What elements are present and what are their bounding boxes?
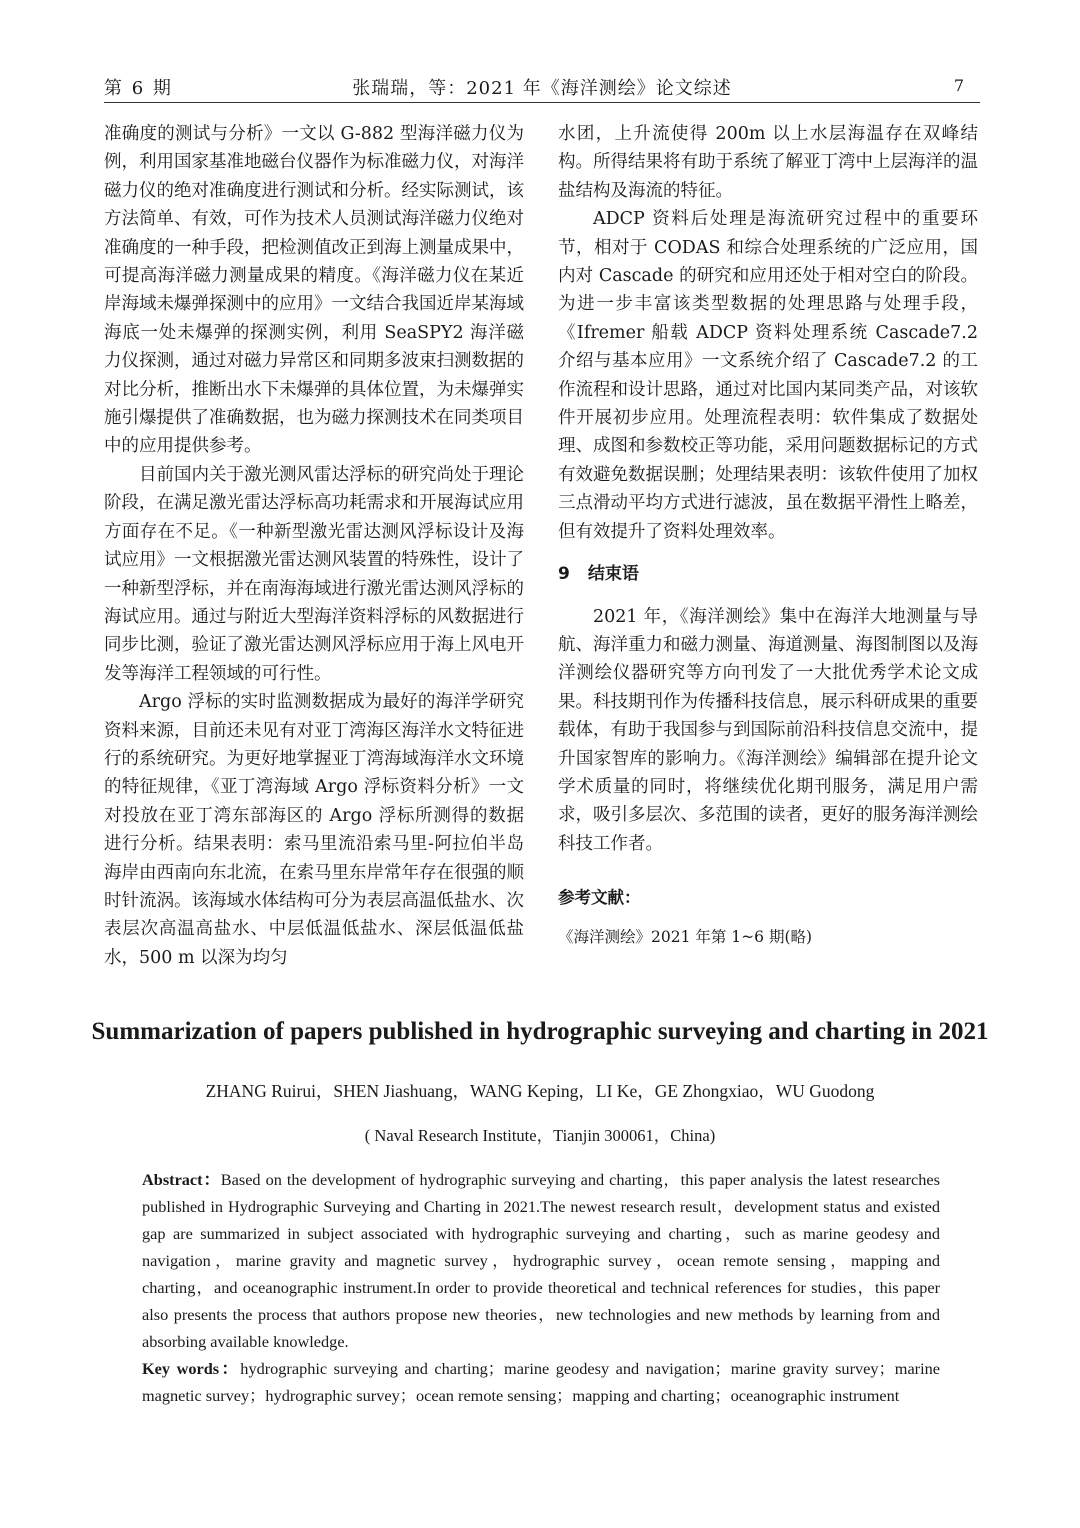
keywords-label: Key words： <box>142 1359 241 1378</box>
running-title: 张瑞瑞，等：2021 年《海洋测绘》论文综述 <box>352 78 732 99</box>
reference-item: 《海洋测绘》2021 年第 1~6 期(略) <box>558 927 813 946</box>
body-paragraph: 目前国内关于激光测风雷达浮标的研究尚处于理论阶段，在满足激光雷达浮标高功耗需求和开展海试应用方面存在不足。《一种新型激光雷达测风浮标设计及海试应用》一文根据激光雷达测风装置的特殊性，设计了一种新型浮标，并在南海海域进行激光雷达测风浮标的海试应用。通过与附近大型海洋资料浮标的风数据进行同步比测，验证了激光雷达测风浮标应用于海上风电开发等海洋工程领域的可行性。 <box>104 464 524 684</box>
left-column <box>104 120 524 972</box>
body-paragraph: Argo 浮标的实时监测数据成为最好的海洋学研究资料来源，目前还未见有对亚丁湾海区海洋水文特征进行的系统研究。为更好地掌握亚丁湾海域海洋水文环境的特征规律，《亚丁湾海域 Argo 浮标资料分析》一文对投放在亚丁湾东部海区的 Argo 浮标所测得的数据进行分析。结果表明：索马里流沿索马里-阿拉伯半岛海岸由西南向东北流，在索马里东岸常年存在很强的顺时针流涡。该海域水体结构可分为表层高温低盐水、次表层次高温高盐水、中层低温低盐水、深层低温低盐水，500 m 以深为均匀 <box>104 692 524 968</box>
keywords-paragraph <box>142 1355 940 1409</box>
abstract-text: Based on the development of hydrographic surveying and charting，this paper analysis the latest researches published in Hydrographic Surveying and Charting in 2021.The newest research result，development status and existed gap are summarized in subject associated with hydrographic surveying and charting，such as marine geodesy and navigation，marine gravity and magnetic survey，hydrographic survey，ocean remote sensing，mapping and charting，and oceanographic instrument.In order to provide theoretical and technical references for studies，this paper also presents the process that authors propose new theories，new technologies and new methods by learning from and absorbing available knowledge. <box>142 1170 940 1351</box>
english-affiliation: ( Naval Research Institute，Tianjin 300061，China) <box>364 1126 716 1145</box>
english-abstract <box>142 1166 940 1409</box>
abstract-label: Abstract： <box>142 1170 221 1189</box>
right-column <box>558 120 978 951</box>
section-number: 9 <box>558 564 570 585</box>
abstract-paragraph <box>142 1166 940 1355</box>
body-paragraph: 水团，上升流使得 200m 以上水层海温存在双峰结构。所得结果将有助于系统了解亚丁湾中上层海洋的温盐结构及海流的特征。 <box>558 124 978 201</box>
page-number: 7 <box>953 76 964 95</box>
body-paragraph: ADCP 资料后处理是海流研究过程中的重要环节，相对于 CODAS 和综合处理系统的广泛应用，国内对 Cascade 的研究和应用还处于相对空白的阶段。为进一步丰富该类型数据的处理思路与处理手段，《Ifremer 船载 ADCP 资料处理系统 Cascade7.2 介绍与基本应用》一文系统介绍了 Cascade7.2 的工作流程和设计思路，通过对比国内某同类产品，对该软件开展初步应用。处理流程表明：软件集成了数据处理、成图和参数校正等功能，采用问题数据标记的方式有效避免数据误删；处理结果表明：该软件使用了加权三点滑动平均方式进行滤波，虽在数据平滑性上略差，但有效提升了资料处理效率。 <box>558 209 978 542</box>
english-authors: ZHANG Ruirui，SHEN Jiashuang，WANG Keping，LI Ke，GE Zhongxiao，WU Guodong <box>205 1081 875 1101</box>
section-title: 结束语 <box>587 564 639 585</box>
issue-number: 第 6 期 <box>104 78 173 99</box>
keywords-text: hydrographic surveying and charting；marine geodesy and navigation；marine gravity survey；marine magnetic survey；hydrographic survey；ocean remote sensing；mapping and charting；oceanographic instrument <box>142 1359 940 1405</box>
references-heading: 参考文献： <box>558 888 641 908</box>
running-header <box>104 74 980 103</box>
body-paragraph: 2021 年，《海洋测绘》集中在海洋大地测量与导航、海洋重力和磁力测量、海道测量、海图制图以及海洋测绘仪器研究等方向刊发了一大批优秀学术论文成果。科技期刊作为传播科技信息，展示科研成果的重要载体，有助于我国参与到国际前沿科技信息交流中，提升国家智库的影响力。《海洋测绘》编辑部在提升论文学术质量的同时，将继续优化期刊服务，满足用户需求，吸引多层次、多范围的读者，更好的服务海洋测绘科技工作者。 <box>558 606 978 854</box>
english-title: Summarization of papers published in hydrographic surveying and charting in 2021 <box>91 1018 989 1045</box>
section-heading <box>558 560 978 588</box>
body-paragraph: 准确度的测试与分析》一文以 G-882 型海洋磁力仪为例，利用国家基准地磁台仪器作为标准磁力仪，对海洋磁力仪的绝对准确度进行测试和分析。经实际测试，该方法简单、有效，可作为技术人员测试海洋磁力仪绝对准确度的一种手段，把检测值改正到海上测量成果中，可提高海洋磁力测量成果的精度。《海洋磁力仪在某近岸海域未爆弹探测中的应用》一文结合我国近岸某海域海底一处未爆弹的探测实例，利用 SeaSPY2 海洋磁力仪探测，通过对磁力异常区和同期多波束扫测数据的对比分析，推断出水下未爆弹的具体位置，为未爆弹实施引爆提供了准确数据，也为磁力探测技术在同类项目中的应用提供参考。 <box>104 124 524 457</box>
